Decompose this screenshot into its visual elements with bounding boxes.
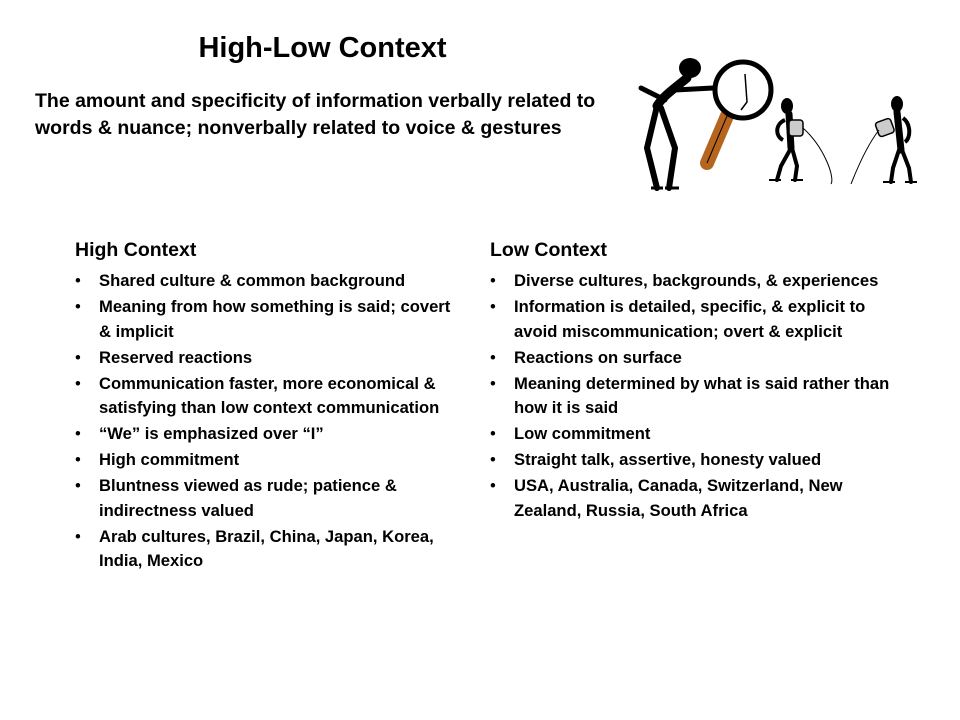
bullet-icon: • — [490, 271, 496, 290]
bullet-icon: • — [75, 271, 81, 290]
magnifying-glass-figure-icon — [641, 58, 771, 188]
list-item-text: Low commitment — [514, 424, 651, 443]
list-item-text: Meaning from how something is said; covert & implicit — [99, 297, 451, 341]
bullet-icon: • — [490, 476, 496, 495]
list-item — [490, 372, 910, 421]
slide-title: High-Low Context — [198, 32, 447, 64]
list-item — [75, 269, 465, 294]
low-context-heading: Low Context — [490, 239, 607, 261]
list-item-text: Reserved reactions — [99, 347, 253, 367]
high-context-heading: High Context — [75, 239, 197, 261]
high-context-list — [75, 269, 465, 574]
list-item — [490, 269, 910, 294]
can-phone-figure-icon — [769, 98, 832, 184]
list-item — [75, 346, 465, 371]
low-context-list — [490, 269, 910, 523]
list-item — [75, 525, 465, 574]
list-item-text: Diverse cultures, backgrounds, & experiences — [514, 271, 879, 290]
bullet-icon: • — [75, 450, 81, 469]
list-item — [490, 346, 910, 371]
list-item-text: Straight talk, assertive, honesty valued — [514, 450, 822, 469]
high-context-column — [75, 238, 465, 575]
list-item-text: High commitment — [99, 450, 240, 469]
bullet-icon: • — [75, 347, 81, 367]
bullet-icon: • — [490, 373, 496, 393]
list-item — [490, 448, 910, 473]
slide-subtitle: The amount and specificity of information verbally related to words & nuance; nonverbally related to voice & gestures — [35, 90, 596, 139]
list-item — [75, 474, 465, 523]
list-item — [75, 295, 465, 344]
bullet-icon: • — [75, 373, 81, 393]
bullet-icon: • — [490, 424, 496, 443]
list-item-text: Reactions on surface — [514, 347, 682, 367]
bullet-icon: • — [75, 476, 81, 495]
list-item — [75, 448, 465, 473]
bullet-icon: • — [75, 424, 81, 443]
list-item-text: Communication faster, more economical & satisfying than low context communication — [99, 373, 440, 417]
low-context-column — [490, 238, 910, 525]
bullet-icon: • — [490, 297, 496, 316]
list-item-text: Shared culture & common background — [99, 271, 406, 290]
list-item — [75, 372, 465, 421]
list-item-text: Bluntness viewed as rude; patience & indirectness valued — [99, 476, 397, 520]
list-item-text: Information is detailed, specific, & explicit to avoid miscommunication; overt & explicit — [514, 297, 866, 341]
can-phone-figure-icon — [851, 96, 917, 184]
list-item — [75, 422, 465, 447]
bullet-icon: • — [75, 526, 81, 546]
list-item-text: Arab cultures, Brazil, China, Japan, Korea, India, Mexico — [99, 526, 434, 570]
bullet-icon: • — [75, 297, 81, 316]
list-item-text: “We” is emphasized over “I” — [99, 424, 324, 443]
bullet-icon: • — [490, 347, 496, 367]
bullet-icon: • — [490, 450, 496, 469]
list-item — [490, 422, 910, 447]
illustration — [635, 48, 955, 198]
list-item-text: USA, Australia, Canada, Switzerland, New Zealand, Russia, South Africa — [514, 476, 843, 520]
list-item — [490, 295, 910, 344]
list-item — [490, 474, 910, 523]
list-item-text: Meaning determined by what is said rather than how it is said — [514, 373, 890, 417]
